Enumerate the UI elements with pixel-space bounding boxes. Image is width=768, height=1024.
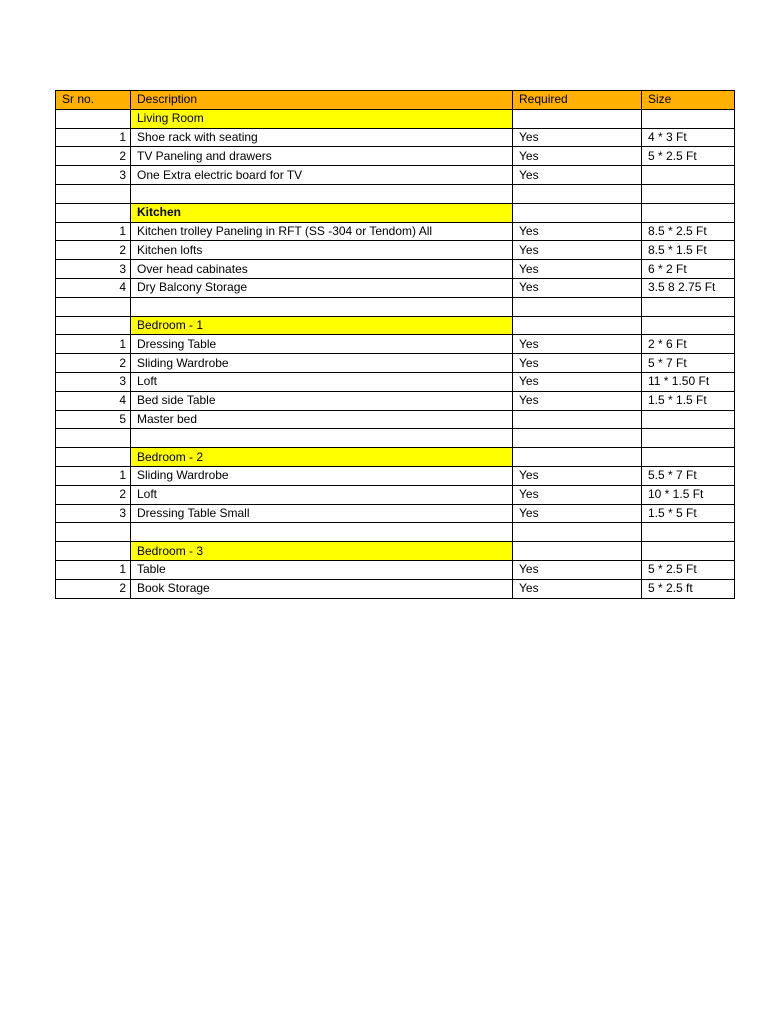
size-cell: 3.5 8 2.75 Ft (642, 278, 735, 297)
table-row (56, 354, 735, 373)
size-cell: 6 * 2 Ft (642, 260, 735, 279)
required-cell: Yes (513, 354, 642, 373)
table-row (56, 260, 735, 279)
section-header-row (56, 542, 735, 561)
size-cell: 5 * 2.5 Ft (642, 147, 735, 166)
size-cell: 2 * 6 Ft (642, 335, 735, 354)
blank-cell (131, 184, 513, 203)
header-required: Required (513, 91, 642, 110)
blank-cell (56, 184, 131, 203)
sr-no-cell: 4 (56, 391, 131, 410)
size-cell: 11 * 1.50 Ft (642, 372, 735, 391)
size-cell: 5.5 * 7 Ft (642, 466, 735, 485)
size-cell: 5 * 7 Ft (642, 354, 735, 373)
sr-no-cell: 3 (56, 260, 131, 279)
description-cell: TV Paneling and drawers (131, 147, 513, 166)
size-cell: 10 * 1.5 Ft (642, 485, 735, 504)
description-cell: Kitchen trolley Paneling in RFT (SS -304 or Tendom) All (131, 222, 513, 241)
description-cell: Over head cabinates (131, 260, 513, 279)
sr-no-cell: 1 (56, 128, 131, 147)
table-row (56, 372, 735, 391)
sr-no-cell: 2 (56, 354, 131, 373)
blank-row (56, 184, 735, 203)
sr-no-cell: 1 (56, 222, 131, 241)
section-sr-cell (56, 542, 131, 561)
size-cell: 4 * 3 Ft (642, 128, 735, 147)
section-required-cell (513, 542, 642, 561)
header-description: Description (131, 91, 513, 110)
sr-no-cell: 2 (56, 147, 131, 166)
blank-cell (131, 523, 513, 542)
section-title: Bedroom - 1 (131, 316, 513, 335)
description-cell: Dry Balcony Storage (131, 278, 513, 297)
description-cell: Book Storage (131, 579, 513, 598)
section-sr-cell (56, 109, 131, 128)
section-size-cell (642, 203, 735, 222)
required-cell: Yes (513, 466, 642, 485)
description-cell: Sliding Wardrobe (131, 466, 513, 485)
sr-no-cell: 4 (56, 278, 131, 297)
section-header-row (56, 203, 735, 222)
size-cell: 5 * 2.5 ft (642, 579, 735, 598)
sr-no-cell: 5 (56, 410, 131, 429)
section-required-cell (513, 448, 642, 467)
section-sr-cell (56, 316, 131, 335)
blank-cell (513, 184, 642, 203)
blank-row (56, 523, 735, 542)
size-cell (642, 166, 735, 185)
table-row (56, 241, 735, 260)
table-row (56, 579, 735, 598)
section-title: Bedroom - 3 (131, 542, 513, 561)
description-cell: Master bed (131, 410, 513, 429)
required-cell: Yes (513, 222, 642, 241)
required-cell: Yes (513, 278, 642, 297)
blank-row (56, 297, 735, 316)
size-cell: 8.5 * 2.5 Ft (642, 222, 735, 241)
table-row (56, 128, 735, 147)
table-row (56, 560, 735, 579)
section-size-cell (642, 316, 735, 335)
required-cell: Yes (513, 504, 642, 523)
size-cell: 1.5 * 1.5 Ft (642, 391, 735, 410)
blank-cell (642, 297, 735, 316)
required-cell: Yes (513, 372, 642, 391)
size-cell: 1.5 * 5 Ft (642, 504, 735, 523)
table-row (56, 410, 735, 429)
header-size: Size (642, 91, 735, 110)
spreadsheet-sheet (55, 90, 734, 599)
section-size-cell (642, 542, 735, 561)
sr-no-cell: 2 (56, 241, 131, 260)
section-required-cell (513, 203, 642, 222)
size-cell: 5 * 2.5 Ft (642, 560, 735, 579)
section-size-cell (642, 448, 735, 467)
header-sr-no: Sr no. (56, 91, 131, 110)
table-row (56, 485, 735, 504)
blank-cell (642, 184, 735, 203)
blank-cell (513, 523, 642, 542)
requirements-table (55, 90, 735, 599)
sr-no-cell: 3 (56, 504, 131, 523)
blank-cell (642, 429, 735, 448)
header-row (56, 91, 735, 110)
sr-no-cell: 1 (56, 335, 131, 354)
table-row (56, 278, 735, 297)
description-cell: Loft (131, 372, 513, 391)
table-row (56, 504, 735, 523)
required-cell: Yes (513, 579, 642, 598)
table-row (56, 466, 735, 485)
blank-cell (131, 429, 513, 448)
description-cell: One Extra electric board for TV (131, 166, 513, 185)
table-row (56, 335, 735, 354)
description-cell: Kitchen lofts (131, 241, 513, 260)
size-cell: 8.5 * 1.5 Ft (642, 241, 735, 260)
section-title: Kitchen (131, 203, 513, 222)
section-required-cell (513, 316, 642, 335)
section-header-row (56, 109, 735, 128)
description-cell: Sliding Wardrobe (131, 354, 513, 373)
section-header-row (56, 448, 735, 467)
table-row (56, 222, 735, 241)
blank-cell (642, 523, 735, 542)
description-cell: Dressing Table Small (131, 504, 513, 523)
required-cell: Yes (513, 260, 642, 279)
sr-no-cell: 1 (56, 466, 131, 485)
blank-cell (513, 297, 642, 316)
description-cell: Bed side Table (131, 391, 513, 410)
blank-cell (56, 297, 131, 316)
blank-row (56, 429, 735, 448)
size-cell (642, 410, 735, 429)
required-cell: Yes (513, 241, 642, 260)
sr-no-cell: 3 (56, 166, 131, 185)
section-header-row (56, 316, 735, 335)
section-required-cell (513, 109, 642, 128)
blank-cell (131, 297, 513, 316)
table-body (56, 109, 735, 598)
blank-cell (513, 429, 642, 448)
description-cell: Dressing Table (131, 335, 513, 354)
table-row (56, 166, 735, 185)
required-cell: Yes (513, 128, 642, 147)
description-cell: Loft (131, 485, 513, 504)
required-cell: Yes (513, 147, 642, 166)
table-row (56, 391, 735, 410)
required-cell: Yes (513, 391, 642, 410)
table-row (56, 147, 735, 166)
description-cell: Table (131, 560, 513, 579)
blank-cell (56, 523, 131, 542)
required-cell (513, 410, 642, 429)
description-cell: Shoe rack with seating (131, 128, 513, 147)
required-cell: Yes (513, 560, 642, 579)
required-cell: Yes (513, 485, 642, 504)
section-sr-cell (56, 203, 131, 222)
required-cell: Yes (513, 166, 642, 185)
sr-no-cell: 1 (56, 560, 131, 579)
section-title: Bedroom - 2 (131, 448, 513, 467)
sr-no-cell: 2 (56, 485, 131, 504)
section-title: Living Room (131, 109, 513, 128)
section-sr-cell (56, 448, 131, 467)
section-size-cell (642, 109, 735, 128)
required-cell: Yes (513, 335, 642, 354)
sr-no-cell: 3 (56, 372, 131, 391)
sr-no-cell: 2 (56, 579, 131, 598)
blank-cell (56, 429, 131, 448)
